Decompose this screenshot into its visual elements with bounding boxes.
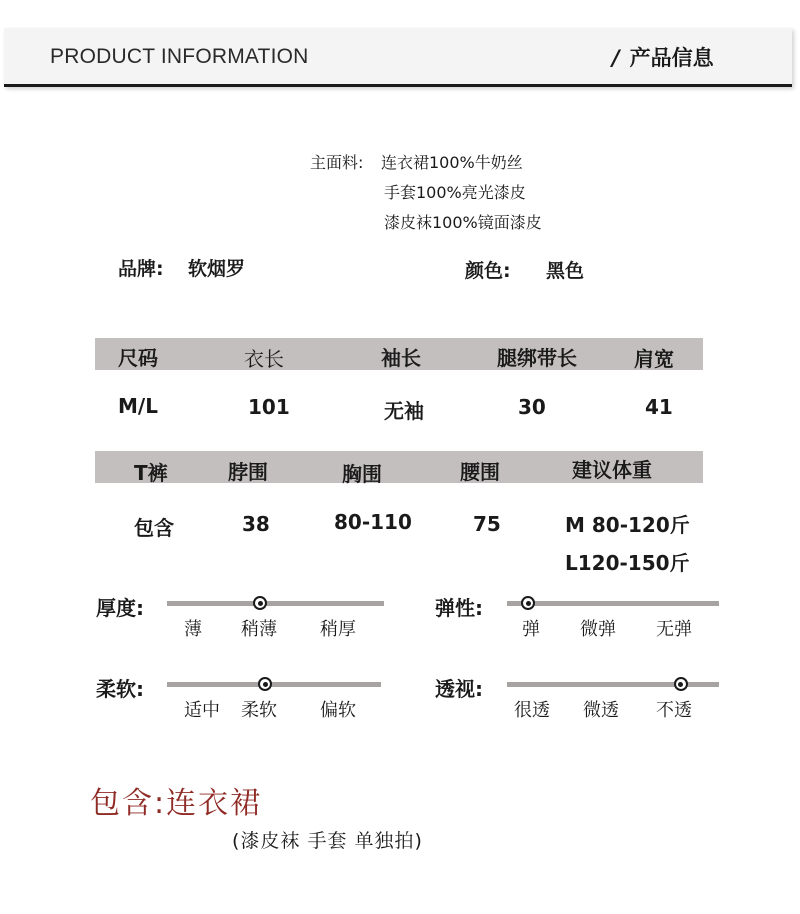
header-title-en: PRODUCT INFORMATION	[50, 45, 309, 68]
softness-option-medium: 适中	[184, 700, 220, 721]
value-neck: 38	[242, 512, 270, 536]
transparency-label: 透视:	[435, 677, 483, 701]
elasticity-option-slight: 微弹	[580, 619, 616, 640]
value-shoulder: 41	[645, 395, 673, 419]
elasticity-label: 弹性:	[435, 596, 483, 620]
value-sleeve: 无袖	[384, 399, 424, 423]
includes-line	[90, 778, 262, 822]
material-line-gloves: 手套100%亮光漆皮	[384, 183, 526, 202]
value-waist: 75	[473, 512, 501, 536]
value-bust: 80-110	[334, 510, 412, 534]
brand-value: 软烟罗	[188, 258, 246, 280]
header-weight: 建议体重	[572, 458, 652, 482]
value-weight-m: M 80-120斤	[565, 513, 690, 537]
brand-label: 品牌:	[118, 258, 164, 280]
thickness-scale	[167, 601, 384, 606]
material-label: 主面料:	[310, 153, 364, 172]
header-bust: 胸围	[342, 462, 382, 486]
transparency-option-none: 不透	[656, 700, 692, 721]
header-neck: 脖围	[228, 460, 268, 484]
value-leg-strap: 30	[518, 395, 546, 419]
header-title-cn-text: 产品信息	[629, 46, 714, 70]
header-banner	[4, 28, 792, 87]
softness-option-soft: 柔软	[241, 700, 277, 721]
header-sleeve: 袖长	[381, 346, 421, 370]
material-line-dress: 连衣裙100%牛奶丝	[381, 153, 523, 172]
color-value: 黑色	[546, 260, 585, 282]
thickness-option-slightly-thick: 稍厚	[320, 619, 356, 640]
elasticity-scale	[507, 601, 719, 606]
value-length: 101	[248, 395, 290, 419]
thickness-option-slightly-thin: 稍薄	[241, 619, 277, 640]
softness-option-softer: 偏软	[320, 700, 356, 721]
header-tpants: T裤	[134, 461, 168, 485]
thickness-option-thin: 薄	[184, 619, 202, 640]
value-weight-l: L120-150斤	[565, 551, 690, 575]
elasticity-option-stretch: 弹	[522, 619, 540, 640]
includes-label: 包含:	[90, 786, 167, 821]
elasticity-indicator	[521, 596, 535, 610]
value-size: M/L	[118, 394, 158, 418]
transparency-option-slight: 微透	[583, 700, 619, 721]
value-tpants: 包含	[134, 516, 174, 540]
material-line-socks: 漆皮袜100%镜面漆皮	[384, 213, 542, 232]
color-label: 颜色:	[465, 260, 511, 282]
softness-indicator	[258, 677, 272, 691]
header-shoulder: 肩宽	[634, 347, 674, 371]
transparency-indicator	[674, 677, 688, 691]
elasticity-option-none: 无弹	[656, 619, 692, 640]
header-length: 衣长	[244, 347, 284, 371]
transparency-option-very: 很透	[514, 700, 550, 721]
includes-note: (漆皮袜 手套 单独拍)	[232, 830, 423, 852]
header-slash: /	[612, 46, 620, 70]
thickness-label: 厚度:	[96, 596, 144, 620]
header-size: 尺码	[118, 346, 158, 370]
header-title-cn	[612, 42, 714, 72]
header-leg-strap: 腿绑带长	[497, 346, 577, 370]
header-waist: 腰围	[460, 460, 500, 484]
includes-value: 连衣裙	[166, 786, 263, 821]
thickness-indicator	[253, 596, 267, 610]
softness-label: 柔软:	[96, 677, 144, 701]
softness-scale	[167, 682, 381, 687]
